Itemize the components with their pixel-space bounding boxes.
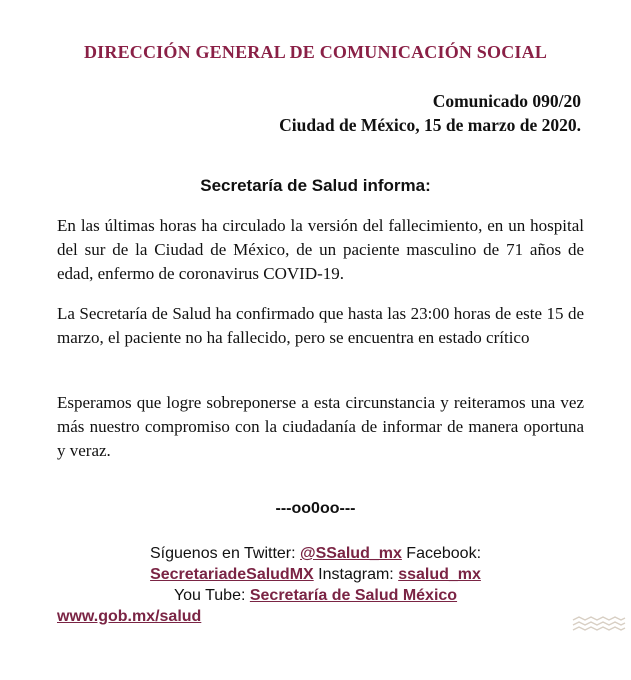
facebook-label: Facebook:	[401, 545, 482, 562]
paragraph-3: Esperamos que logre sobreponerse a esta circunstancia y reiteramos una vez más nuestro compromiso con la ciudadanía de informar de manera oportuna y veraz.	[57, 393, 584, 460]
release-meta	[279, 89, 581, 137]
twitter-label: Síguenos en Twitter:	[149, 545, 300, 562]
facebook-link[interactable]: SecretariadeSaludMX	[150, 566, 314, 583]
department-title: DIRECCIÓN GENERAL DE COMUNICACIÓN SOCIAL	[83, 42, 548, 62]
social-line-2	[0, 564, 631, 585]
instagram-link[interactable]: ssalud_mx	[398, 566, 481, 583]
paragraph-1: En las últimas horas ha circulado la versión del fallecimiento, en un hospital del sur de la Ciudad de México, de un paciente masculino de 71 años de edad, enfermo de coronavirus COVID-19.	[57, 216, 584, 283]
website-line	[57, 606, 201, 627]
paragraph-2: La Secretaría de Salud ha confirmado que hasta las 23:00 horas de este 15 de marzo, el paciente no ha fallecido, pero se encuentra en estado crítico	[57, 304, 584, 347]
decorative-pattern-icon	[571, 616, 627, 634]
social-line-1	[0, 543, 631, 564]
instagram-label: Instagram:	[313, 566, 399, 583]
release-heading: Secretaría de Salud informa:	[200, 176, 431, 195]
place-date: Ciudad de México, 15 de marzo de 2020.	[279, 115, 581, 135]
social-block	[0, 543, 631, 606]
website-link[interactable]: www.gob.mx/salud	[57, 608, 202, 625]
comunicado-number: Comunicado 090/20	[432, 91, 581, 111]
social-line-3	[0, 585, 631, 606]
separator: ---oo0oo---	[275, 500, 356, 517]
youtube-link[interactable]: Secretaría de Salud México	[249, 587, 458, 604]
youtube-label: You Tube:	[173, 587, 250, 604]
twitter-link[interactable]: @SSalud_mx	[300, 545, 402, 562]
